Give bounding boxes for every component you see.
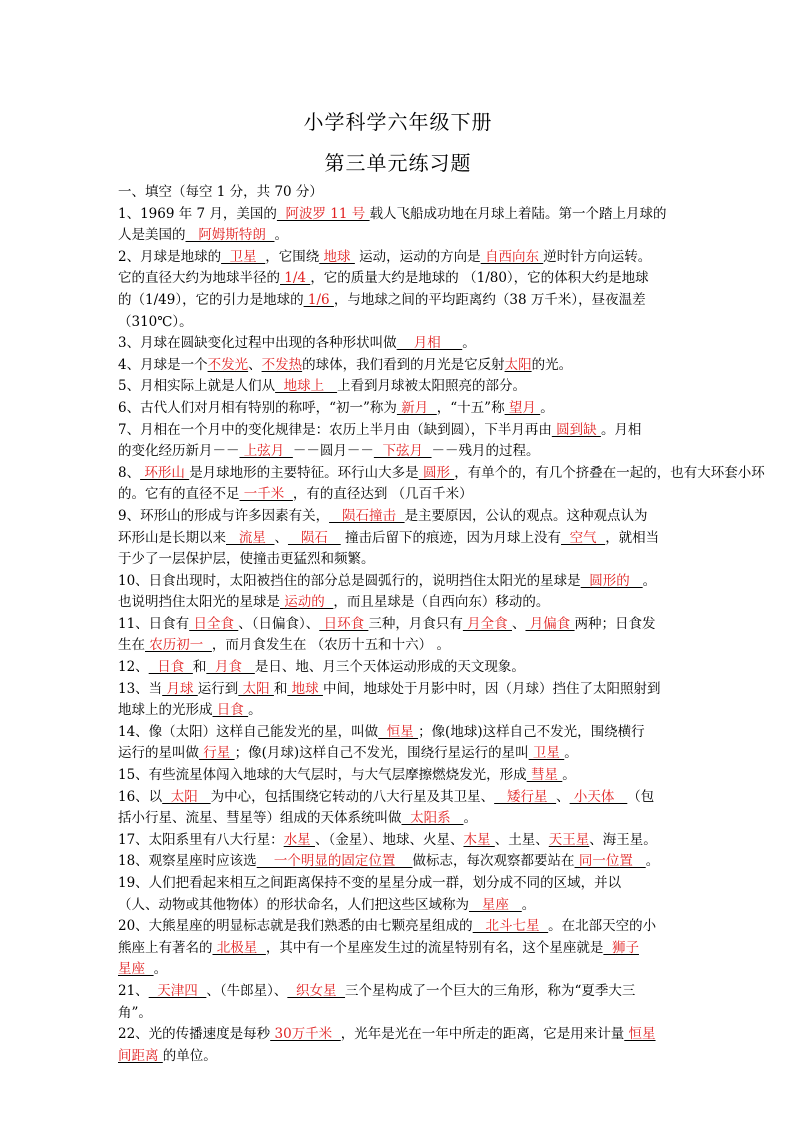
answer-blank: 陨石撞击 [329, 507, 405, 524]
text-line [118, 722, 794, 744]
question-text: 5、月相实际上就是人们从 [118, 378, 276, 395]
answer-blank: 太阳 [504, 356, 532, 373]
document-subtitle: 第三单元练习题 [324, 151, 472, 175]
answer-blank: 天津四 [148, 982, 207, 999]
answer-blank: 月球 [162, 680, 198, 697]
question-text: 18、观察星座时应该选 [118, 853, 257, 870]
question-text: 12、 [118, 659, 149, 676]
answer-blank: 彗星 [526, 767, 563, 784]
question-text: ，它围绕 [265, 248, 320, 265]
question-text: 角”。 [118, 1004, 152, 1021]
answer-blank: 流星 [226, 529, 275, 546]
question-text: ，有的直径达到 （几百千米） [292, 486, 473, 503]
question-text: 运动，运动的方向是 [354, 248, 481, 265]
question-text: 做标志，每次观察都要站在 [412, 853, 575, 870]
question-text: 。 [463, 810, 477, 827]
question-text: 于少了一层保护层，使撞击更猛烈和频繁。 [118, 551, 375, 568]
text-line [118, 463, 794, 485]
answer-blank: 水星 [283, 831, 315, 848]
answer-blank: 北极星 [212, 939, 266, 956]
answer-blank: 环形山 [140, 464, 190, 481]
text-line [118, 873, 794, 895]
answer-blank: 1/4 [280, 270, 311, 287]
question-text: 。 [642, 572, 657, 589]
text-line [118, 549, 794, 571]
text-line [118, 851, 794, 873]
answer-blank: 1/6 [303, 291, 334, 308]
answer-blank: 下弦月 [373, 443, 432, 460]
text-line [118, 1003, 794, 1025]
answer-blank: 空气 [561, 529, 606, 546]
answer-blank: 望月 [504, 399, 541, 416]
answer-blank: 狮子 [603, 939, 639, 956]
answer-blank: 小天体 [569, 788, 628, 805]
text-line [118, 679, 794, 701]
answer-blank: 日食 [148, 659, 193, 676]
question-text: 的（1/49），它的引力是地球的 [118, 291, 304, 308]
question-text: 3、月球在圆缺变化过程中出现的各种形状叫做 [118, 335, 397, 352]
question-text: ，而且星球是（自西向东）移动的。 [333, 594, 550, 611]
question-text: 熊座上有著名的 [118, 939, 213, 956]
question-text: 、 [274, 529, 288, 546]
text-line [118, 614, 794, 636]
text-line [118, 312, 794, 334]
answer-blank: 运动的 [280, 594, 334, 611]
text-line [118, 484, 794, 506]
answer-blank: 月偏食 [525, 615, 575, 632]
question-text: 。 [462, 335, 476, 352]
text-line [118, 657, 794, 679]
question-text: 。 [564, 745, 578, 762]
question-text: ；像(地球)这样自己不发光，围绕横行 [418, 723, 645, 740]
question-text: 载人飞船成功地在月球上着陆。第一个踏上月球的 [369, 205, 667, 222]
question-text: 是日、地、月三个天体运动形成的天文现象。 [254, 659, 525, 676]
answer-blank: 矮行星 [494, 788, 557, 805]
answer-blank: 星座 [118, 961, 154, 978]
question-text: 运行到 [197, 680, 239, 697]
question-text: 。 [562, 767, 576, 784]
answer-blank: 月相 [396, 335, 463, 352]
answer-blank: 阿波罗 11 号 [276, 205, 370, 222]
question-text: 7、月相在一个月中的变化规律是：农历上半月由（缺到圆），下半月再由 [118, 421, 552, 438]
question-text: ，而月食发生在 （农历十五和十六） 。 [211, 637, 450, 654]
question-text: ；像(月球)这样自己不发光，围绕行星运行的星叫 [234, 745, 529, 762]
answer-blank: 同一位置 [574, 853, 646, 870]
question-text: （包 [627, 788, 655, 805]
question-text: 两种；日食发 [574, 615, 656, 632]
question-text: 。 [153, 961, 168, 978]
question-text: ，光年是光在一年中所走的距离，它是用来计量 [340, 1026, 625, 1043]
question-text: 。 [274, 227, 288, 244]
text-line [118, 204, 794, 226]
text-line [118, 981, 794, 1003]
answer-blank: 卫星 [528, 745, 565, 762]
answer-blank: 地球 [287, 680, 323, 697]
question-text: 。 [645, 853, 660, 870]
text-line [118, 895, 794, 917]
question-text: 中间，地球处于月影中时，因（月球）挡住了太阳照射到 [322, 680, 661, 697]
text-line [118, 1046, 794, 1068]
question-text: 和 [192, 659, 207, 676]
text-line [118, 376, 794, 398]
answer-blank: 太阳系 [401, 810, 464, 827]
text-line [118, 528, 794, 550]
question-text: 的单位。 [162, 1047, 217, 1064]
answer-blank: 圆形的 [580, 572, 643, 589]
question-text: 4、月球是一个 [118, 356, 208, 373]
text-line [118, 1024, 794, 1046]
answer-blank: 行星 [199, 745, 235, 762]
question-text: 的球体，我们看到的月光是它反射 [302, 356, 505, 373]
question-text: 生在 [118, 637, 145, 654]
question-text: 9、环形山的形成与许多因素有关， [118, 507, 330, 524]
question-text: 19、人们把看起来相互之间距离保持不变的星星分成一群，划分成不同的区域，并以 [118, 875, 622, 891]
answer-blank: 太阳 [238, 680, 274, 697]
question-text: 。 [248, 702, 262, 719]
question-text: 地球上的光形成 [118, 702, 213, 719]
question-text: －－圆月－－ [292, 443, 374, 460]
question-text: 2、月球是地球的 [118, 248, 222, 265]
answer-blank: 恒星 [378, 723, 419, 740]
answer-blank: 上弦月 [239, 443, 293, 460]
question-text: 。 [521, 896, 536, 913]
answer-blank: 不发热 [261, 356, 303, 373]
question-text: 、 [556, 788, 570, 805]
answer-blank: 30万千米 [270, 1026, 341, 1043]
question-text: 。月相 [600, 421, 642, 438]
question-text: 16、以 [118, 788, 163, 805]
text-line [118, 441, 794, 463]
question-text: 、（牛郎星）、 [206, 982, 288, 999]
question-text: 的光。 [531, 356, 573, 373]
text-line [118, 743, 794, 765]
answer-blank: 织女星 [287, 982, 346, 999]
question-text: 的。它有的直径不足 [118, 486, 240, 503]
answer-blank: 陨石 [287, 529, 341, 546]
question-text: 和 [273, 680, 288, 697]
answer-blank: 天王星 [548, 831, 590, 848]
question-text: 撞击后留下的痕迹，因为月球上没有 [340, 529, 562, 546]
question-text: ，有单个的，有几个挤叠在一起的，也有大环套小环 [454, 464, 765, 481]
question-text: 三种，月食只有 [368, 615, 463, 632]
text-line [118, 830, 794, 852]
question-text: 1、1969 年 7 月，美国的 [118, 205, 277, 222]
text-line [118, 398, 794, 420]
text-line [118, 290, 794, 312]
answer-blank: 木星 [463, 831, 495, 848]
answer-blank: 自西向东 [480, 248, 544, 265]
question-text: 、海王星。 [589, 831, 657, 848]
text-line [118, 592, 794, 614]
question-text: 的变化经历新月－－ [118, 443, 240, 460]
answer-blank: 太阳 [162, 788, 211, 805]
answer-blank: 日全食 [189, 615, 239, 632]
question-text: 、 [511, 615, 526, 632]
question-text: 、土星、 [494, 831, 549, 848]
answer-blank: 一个明显的固定位置 [256, 853, 413, 870]
answer-blank: 月全食 [462, 615, 512, 632]
question-text: 20、大熊星座的明显标志就是我们熟悉的由七颗亮星组成的 [118, 918, 473, 935]
answer-blank: 恒星 [624, 1026, 656, 1043]
answer-blank: 地球 [319, 248, 355, 265]
text-line [118, 635, 794, 657]
answer-blank: 新月 [396, 399, 437, 416]
question-text: ，其中有一个星座发生过的流星特别有名，这个星座就是 [265, 939, 604, 956]
text-line [118, 938, 794, 960]
question-text: 、（日偏食）、 [238, 615, 320, 632]
answer-blank: 阿姆斯特朗 [185, 227, 275, 244]
document-title: 小学科学六年级下册 [303, 110, 493, 134]
question-text: －－残月的过程。 [431, 443, 540, 460]
answer-blank: 一千米 [239, 486, 293, 503]
text-line [118, 916, 794, 938]
question-text: 上看到月球被太阳照亮的部分。 [337, 378, 527, 395]
answer-blank: 日环食 [319, 615, 369, 632]
question-text: （人、动物或其他物体）的形状命名，人们把这些区域称为 [118, 896, 469, 913]
question-text: 21、 [118, 982, 149, 999]
answer-blank: 卫星 [221, 248, 266, 265]
question-text: 17、太阳系里有八大行星： [118, 831, 284, 848]
question-text: 8、 [118, 464, 141, 481]
question-text: ，它的质量大约是地球的 （1/80），它的体积大约是地球 [310, 270, 649, 287]
question-text: 也说明挡住太阳光的星球是 [118, 594, 280, 611]
question-text: 、 [248, 356, 262, 373]
answer-blank: 圆形 [418, 464, 455, 481]
question-text: ，“十五”称 [436, 399, 505, 416]
text-line [118, 333, 794, 355]
text-line [118, 420, 794, 442]
text-line [118, 506, 794, 528]
question-text: 11、日食有 [118, 615, 190, 632]
text-line [118, 808, 794, 830]
text-line [118, 700, 794, 722]
text-line [118, 765, 794, 787]
answer-blank: 北斗七星 [472, 918, 549, 935]
question-text: 运行的星叫做 [118, 745, 199, 762]
text-line [118, 571, 794, 593]
question-text: 为中心，包括围绕它转动的八大行星及其卫星、 [210, 788, 495, 805]
text-line [118, 959, 794, 981]
question-text: 括小行星、流星、彗星等）组成的天体系统叫做 [118, 810, 402, 827]
question-text: 14、像（太阳）这样自己能发光的星，叫做 [118, 723, 379, 740]
question-text: 22、光的传播速度是每秒 [118, 1026, 271, 1043]
question-text: 。在北部天空的小 [548, 918, 657, 935]
question-text: 6、古代人们对月相有特别的称呼，“初一”称为 [118, 399, 397, 416]
text-line [118, 182, 794, 204]
question-text: 、（金星）、地球、火星、 [314, 831, 464, 848]
question-text: 。 [540, 399, 554, 416]
question-text: 环形山是长期以来 [118, 529, 226, 546]
question-text: 15、有些流星体闯入地球的大气层时，与大气层摩擦燃烧发光，形成 [118, 767, 527, 784]
answer-blank: 地球上 [275, 378, 338, 395]
text-line [118, 355, 794, 377]
text-line [118, 787, 794, 809]
document-page [118, 100, 794, 1067]
text-line [118, 268, 794, 290]
question-text: 是月球地形的主要特征。环行山大多是 [189, 464, 419, 481]
question-text: 10、日食出现时，太阳被挡住的部分总是圆弧行的，说明挡住太阳光的星球是 [118, 572, 581, 589]
question-text: ，就相当 [605, 529, 660, 546]
answer-blank: 农历初一 [145, 637, 212, 654]
exercise-body [118, 182, 794, 1067]
question-text: 三个星构成了一个巨大的三角形，称为“夏季大三 [345, 982, 636, 999]
text-line [118, 225, 794, 247]
question-text: 逆时针方向运转。 [543, 248, 652, 265]
answer-blank: 日食 [212, 702, 249, 719]
answer-blank: 间距离 [118, 1047, 163, 1064]
question-text: 13、当 [118, 680, 163, 697]
question-text: ，与地球之间的平均距离约（38 万千米），昼夜温差 [333, 291, 646, 308]
question-text: （310℃）。 [118, 313, 193, 330]
answer-blank: 星座 [469, 896, 522, 913]
answer-blank: 圆到缺 [551, 421, 601, 438]
question-text: 它的直径大约为地球半径的 [118, 270, 280, 287]
question-text: 一、填空（每空 1 分，共 70 分） [118, 184, 323, 200]
answer-blank: 月食 [206, 659, 255, 676]
question-text: 人是美国的 [118, 227, 186, 244]
text-line [118, 247, 794, 269]
answer-blank: 不发光 [207, 356, 249, 373]
question-text: 是主要原因，公认的观点。这种观点认为 [404, 507, 648, 524]
